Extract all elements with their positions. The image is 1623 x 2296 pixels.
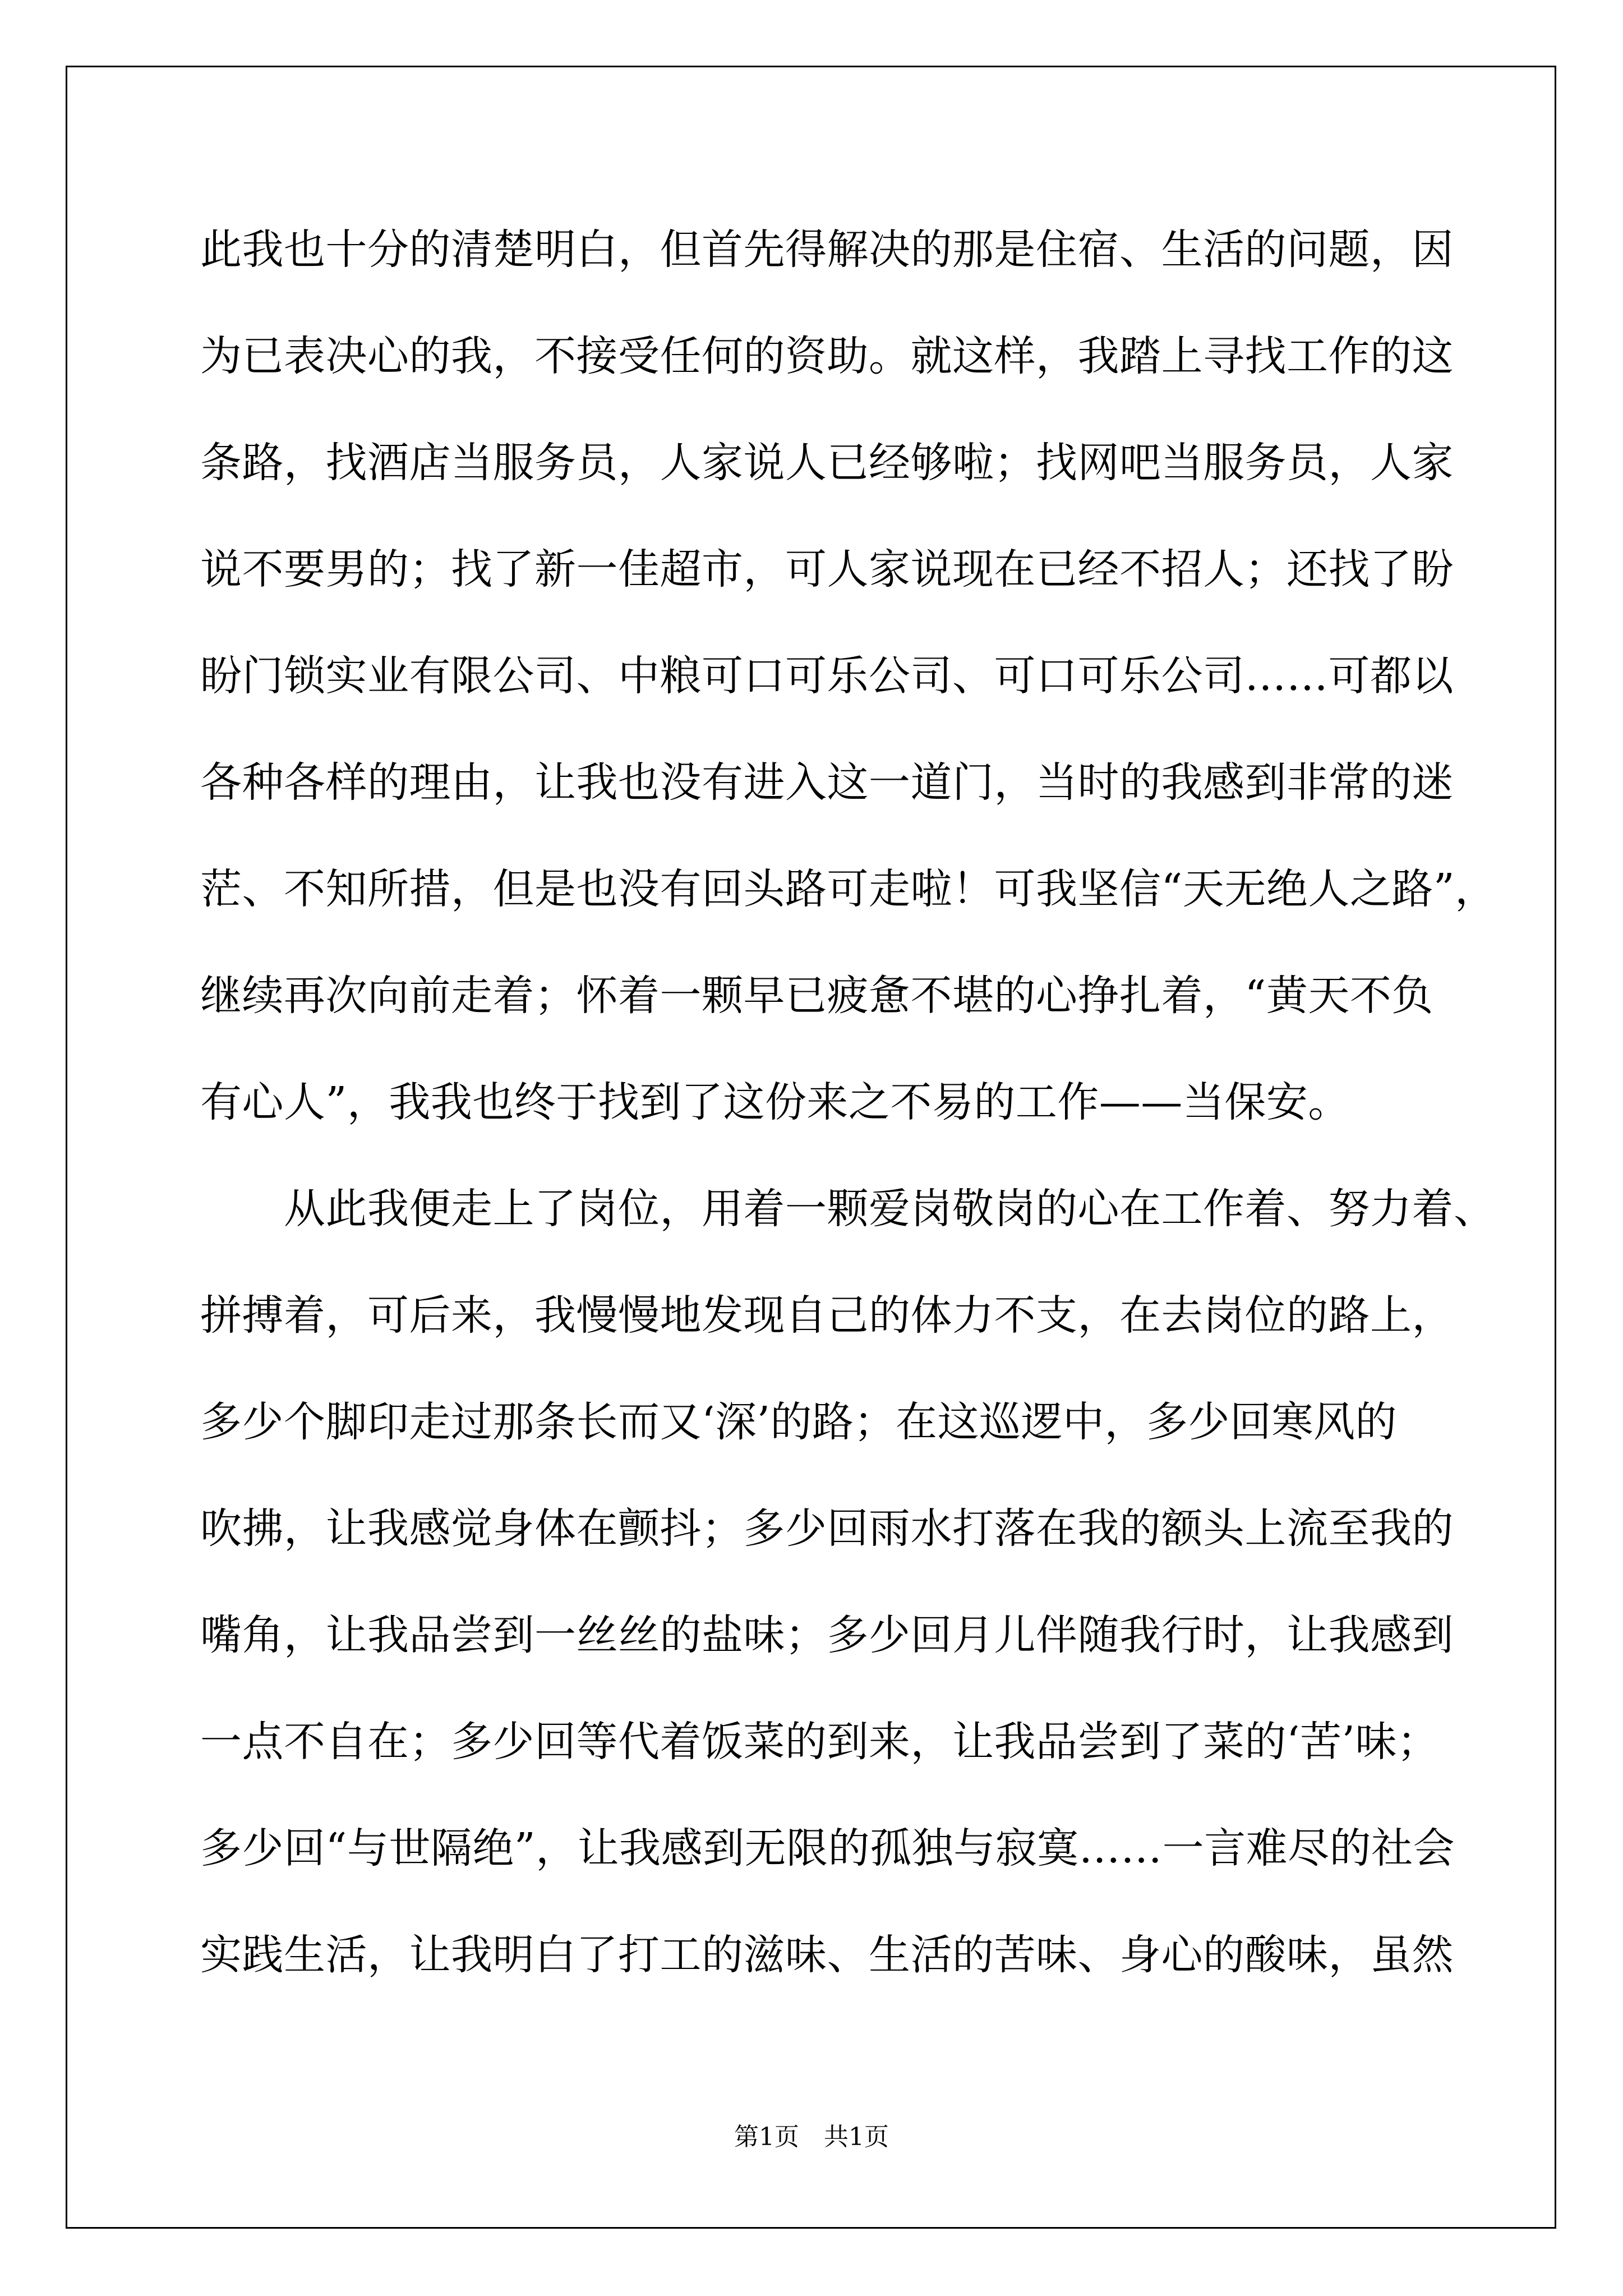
text-line: 继续再次向前走着；怀着一颗早已疲惫不堪的心挣扎着，“黄天不负 (200, 972, 1433, 1020)
text-line: 此我也十分的清楚明白，但首先得解决的那是住宿、生活的问题，因 (200, 226, 1454, 274)
text-line: 多少个脚印走过那条长而又‘深’的路；在这巡逻中，多少回寒风的 (200, 1398, 1398, 1446)
page-number-footer: 第1页 共1页 (734, 2123, 889, 2151)
text-line: 盼门锁实业有限公司、中粮可口可乐公司、可口可乐公司……可都以 (200, 652, 1454, 700)
text-line: 一点不自在；多少回等代着饭菜的到来，让我品尝到了菜的‘苦’味； (200, 1718, 1439, 1766)
text-line: 条路，找酒店当服务员，人家说人已经够啦；找网吧当服务员，人家 (200, 439, 1454, 487)
text-line: 实践生活，让我明白了打工的滋味、生活的苦味、身心的酸味，虽然 (200, 1931, 1454, 1979)
text-line: 多少回“与世隔绝”，让我感到无限的孤独与寂寞……一言难尽的社会 (200, 1824, 1455, 1872)
text-line: 嘴角，让我品尝到一丝丝的盐味；多少回月儿伴随我行时，让我感到 (200, 1611, 1454, 1659)
text-line: 从此我便走上了岗位，用着一颗爱岗敬岗的心在工作着、努力着、 (200, 1185, 1496, 1233)
text-line: 茫、不知所措，但是也没有回头路可走啦！可我坚信“天无绝人之路”， (200, 865, 1497, 913)
text-line: 拼搏着，可后来，我慢慢地发现自己的体力不支，在去岗位的路上， (200, 1291, 1454, 1340)
text-line: 说不要男的；找了新一佳超市，可人家说现在已经不招人；还找了盼 (200, 545, 1454, 593)
document-body (200, 216, 1497, 2028)
text-line: 各种各样的理由，让我也没有进入这一道门，当时的我感到非常的迷 (200, 758, 1454, 807)
text-line: 有心人”，我我也终于找到了这份来之不易的工作——当保安。 (200, 1078, 1350, 1126)
text-line: 吹拂，让我感觉身体在颤抖；多少回雨水打落在我的额头上流至我的 (200, 1504, 1454, 1553)
text-line: 为已表决心的我，不接受任何的资助。就这样，我踏上寻找工作的这 (200, 332, 1454, 380)
